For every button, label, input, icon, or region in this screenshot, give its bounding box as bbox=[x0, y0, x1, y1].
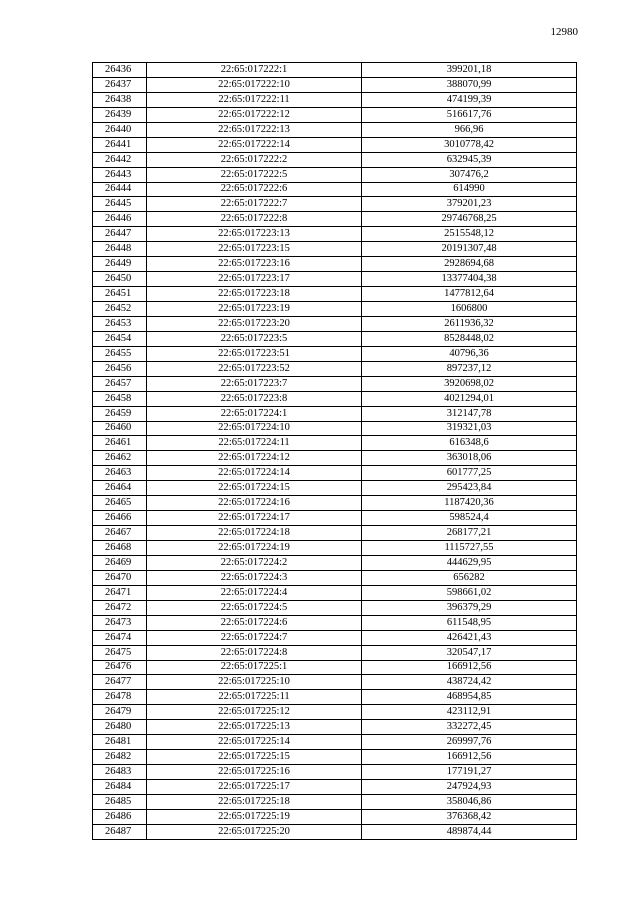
cadastral-number-cell: 22:65:017222:14 bbox=[147, 137, 362, 152]
cadastral-value-cell: 489874,44 bbox=[362, 824, 577, 839]
cadastral-number-cell: 22:65:017222:11 bbox=[147, 92, 362, 107]
table-row bbox=[93, 511, 577, 526]
row-number-cell: 26464 bbox=[93, 481, 147, 496]
cadastral-value-cell: 598524,4 bbox=[362, 511, 577, 526]
table-row bbox=[93, 809, 577, 824]
table-row bbox=[93, 331, 577, 346]
table-row bbox=[93, 272, 577, 287]
cadastral-number-cell: 22:65:017225:1 bbox=[147, 660, 362, 675]
row-number-cell: 26446 bbox=[93, 212, 147, 227]
row-number-cell: 26468 bbox=[93, 541, 147, 556]
cadastral-value-cell: 295423,84 bbox=[362, 481, 577, 496]
row-number-cell: 26484 bbox=[93, 780, 147, 795]
row-number-cell: 26479 bbox=[93, 705, 147, 720]
cadastral-value-cell: 247924,93 bbox=[362, 780, 577, 795]
cadastral-value-cell: 379201,23 bbox=[362, 197, 577, 212]
cadastral-value-cell: 897237,12 bbox=[362, 361, 577, 376]
cadastral-number-cell: 22:65:017224:7 bbox=[147, 630, 362, 645]
cadastral-value-cell: 632945,39 bbox=[362, 152, 577, 167]
cadastral-number-cell: 22:65:017224:8 bbox=[147, 645, 362, 660]
row-number-cell: 26486 bbox=[93, 809, 147, 824]
page-number: 12980 bbox=[550, 26, 578, 38]
row-number-cell: 26452 bbox=[93, 302, 147, 317]
cadastral-number-cell: 22:65:017225:13 bbox=[147, 720, 362, 735]
cadastral-value-cell: 396379,29 bbox=[362, 600, 577, 615]
cadastral-value-cell: 177191,27 bbox=[362, 765, 577, 780]
cadastral-value-cell: 423112,91 bbox=[362, 705, 577, 720]
row-number-cell: 26440 bbox=[93, 122, 147, 137]
cadastral-value-cell: 1187420,36 bbox=[362, 496, 577, 511]
table-row bbox=[93, 481, 577, 496]
row-number-cell: 26454 bbox=[93, 331, 147, 346]
row-number-cell: 26437 bbox=[93, 77, 147, 92]
cadastral-number-cell: 22:65:017222:12 bbox=[147, 107, 362, 122]
cadastral-value-cell: 598661,02 bbox=[362, 585, 577, 600]
cadastral-number-cell: 22:65:017223:19 bbox=[147, 302, 362, 317]
row-number-cell: 26442 bbox=[93, 152, 147, 167]
row-number-cell: 26473 bbox=[93, 615, 147, 630]
row-number-cell: 26438 bbox=[93, 92, 147, 107]
row-number-cell: 26483 bbox=[93, 765, 147, 780]
table-row bbox=[93, 555, 577, 570]
cadastral-value-cell: 1115727,55 bbox=[362, 541, 577, 556]
cadastral-value-cell: 1477812,64 bbox=[362, 287, 577, 302]
row-number-cell: 26467 bbox=[93, 526, 147, 541]
table-row bbox=[93, 824, 577, 839]
cadastral-number-cell: 22:65:017225:11 bbox=[147, 690, 362, 705]
table-row bbox=[93, 630, 577, 645]
table-row bbox=[93, 257, 577, 272]
row-number-cell: 26455 bbox=[93, 346, 147, 361]
cadastral-value-cell: 332272,45 bbox=[362, 720, 577, 735]
cadastral-value-cell: 363018,06 bbox=[362, 451, 577, 466]
cadastral-number-cell: 22:65:017223:17 bbox=[147, 272, 362, 287]
row-number-cell: 26474 bbox=[93, 630, 147, 645]
cadastral-number-cell: 22:65:017225:18 bbox=[147, 794, 362, 809]
row-number-cell: 26448 bbox=[93, 242, 147, 257]
table-row bbox=[93, 765, 577, 780]
cadastral-number-cell: 22:65:017222:13 bbox=[147, 122, 362, 137]
row-number-cell: 26445 bbox=[93, 197, 147, 212]
table-row bbox=[93, 92, 577, 107]
row-number-cell: 26462 bbox=[93, 451, 147, 466]
row-number-cell: 26482 bbox=[93, 750, 147, 765]
table-row bbox=[93, 197, 577, 212]
cadastral-value-cell: 307476,2 bbox=[362, 167, 577, 182]
row-number-cell: 26472 bbox=[93, 600, 147, 615]
table-row bbox=[93, 167, 577, 182]
table-row bbox=[93, 421, 577, 436]
cadastral-value-cell: 611548,95 bbox=[362, 615, 577, 630]
cadastral-value-cell: 40796,36 bbox=[362, 346, 577, 361]
table-row bbox=[93, 526, 577, 541]
table-row bbox=[93, 346, 577, 361]
table-row bbox=[93, 316, 577, 331]
row-number-cell: 26469 bbox=[93, 555, 147, 570]
row-number-cell: 26451 bbox=[93, 287, 147, 302]
cadastral-number-cell: 22:65:017224:16 bbox=[147, 496, 362, 511]
cadastral-value-cell: 2928694,68 bbox=[362, 257, 577, 272]
table-row bbox=[93, 496, 577, 511]
row-number-cell: 26450 bbox=[93, 272, 147, 287]
table-row bbox=[93, 122, 577, 137]
row-number-cell: 26456 bbox=[93, 361, 147, 376]
row-number-cell: 26481 bbox=[93, 735, 147, 750]
row-number-cell: 26465 bbox=[93, 496, 147, 511]
cadastral-value-cell: 3010778,42 bbox=[362, 137, 577, 152]
table-row bbox=[93, 645, 577, 660]
row-number-cell: 26480 bbox=[93, 720, 147, 735]
cadastral-number-cell: 22:65:017224:6 bbox=[147, 615, 362, 630]
cadastral-value-cell: 3920698,02 bbox=[362, 376, 577, 391]
cadastral-number-cell: 22:65:017225:19 bbox=[147, 809, 362, 824]
cadastral-number-cell: 22:65:017223:8 bbox=[147, 391, 362, 406]
cadastral-value-cell: 269997,76 bbox=[362, 735, 577, 750]
row-number-cell: 26436 bbox=[93, 63, 147, 78]
cadastral-number-cell: 22:65:017224:17 bbox=[147, 511, 362, 526]
table-row bbox=[93, 735, 577, 750]
table-body bbox=[93, 63, 577, 840]
cadastral-value-cell: 29746768,25 bbox=[362, 212, 577, 227]
row-number-cell: 26466 bbox=[93, 511, 147, 526]
cadastral-value-cell: 601777,25 bbox=[362, 466, 577, 481]
cadastral-number-cell: 22:65:017222:6 bbox=[147, 182, 362, 197]
row-number-cell: 26487 bbox=[93, 824, 147, 839]
table-row bbox=[93, 585, 577, 600]
cadastral-value-cell: 426421,43 bbox=[362, 630, 577, 645]
row-number-cell: 26463 bbox=[93, 466, 147, 481]
row-number-cell: 26444 bbox=[93, 182, 147, 197]
table-row bbox=[93, 660, 577, 675]
cadastral-number-cell: 22:65:017225:12 bbox=[147, 705, 362, 720]
table-row bbox=[93, 77, 577, 92]
cadastral-value-cell: 319321,03 bbox=[362, 421, 577, 436]
cadastral-value-cell: 4021294,01 bbox=[362, 391, 577, 406]
cadastral-number-cell: 22:65:017223:18 bbox=[147, 287, 362, 302]
cadastral-number-cell: 22:65:017224:19 bbox=[147, 541, 362, 556]
cadastral-number-cell: 22:65:017222:8 bbox=[147, 212, 362, 227]
row-number-cell: 26441 bbox=[93, 137, 147, 152]
cadastral-number-cell: 22:65:017224:5 bbox=[147, 600, 362, 615]
cadastral-value-cell: 320547,17 bbox=[362, 645, 577, 660]
table-row bbox=[93, 451, 577, 466]
row-number-cell: 26485 bbox=[93, 794, 147, 809]
cadastral-value-cell: 312147,78 bbox=[362, 406, 577, 421]
row-number-cell: 26476 bbox=[93, 660, 147, 675]
cadastral-number-cell: 22:65:017222:1 bbox=[147, 63, 362, 78]
row-number-cell: 26453 bbox=[93, 316, 147, 331]
cadastral-number-cell: 22:65:017225:17 bbox=[147, 780, 362, 795]
cadastral-value-cell: 468954,85 bbox=[362, 690, 577, 705]
row-number-cell: 26459 bbox=[93, 406, 147, 421]
row-number-cell: 26443 bbox=[93, 167, 147, 182]
table-row bbox=[93, 182, 577, 197]
cadastral-number-cell: 22:65:017224:2 bbox=[147, 555, 362, 570]
table-row bbox=[93, 750, 577, 765]
cadastral-value-cell: 438724,42 bbox=[362, 675, 577, 690]
table-row bbox=[93, 675, 577, 690]
table-row bbox=[93, 376, 577, 391]
cadastral-number-cell: 22:65:017223:15 bbox=[147, 242, 362, 257]
table-row bbox=[93, 570, 577, 585]
row-number-cell: 26470 bbox=[93, 570, 147, 585]
table-row bbox=[93, 152, 577, 167]
table-row bbox=[93, 600, 577, 615]
cadastral-value-cell: 2515548,12 bbox=[362, 227, 577, 242]
row-number-cell: 26471 bbox=[93, 585, 147, 600]
cadastral-value-cell: 13377404,38 bbox=[362, 272, 577, 287]
row-number-cell: 26478 bbox=[93, 690, 147, 705]
cadastral-number-cell: 22:65:017224:12 bbox=[147, 451, 362, 466]
cadastral-value-cell: 166912,56 bbox=[362, 750, 577, 765]
cadastral-value-cell: 474199,39 bbox=[362, 92, 577, 107]
cadastral-number-cell: 22:65:017223:20 bbox=[147, 316, 362, 331]
cadastral-number-cell: 22:65:017222:7 bbox=[147, 197, 362, 212]
row-number-cell: 26457 bbox=[93, 376, 147, 391]
cadastral-value-cell: 616348,6 bbox=[362, 436, 577, 451]
cadastral-number-cell: 22:65:017223:51 bbox=[147, 346, 362, 361]
cadastral-number-cell: 22:65:017224:3 bbox=[147, 570, 362, 585]
table-row bbox=[93, 720, 577, 735]
cadastral-number-cell: 22:65:017224:1 bbox=[147, 406, 362, 421]
cadastral-value-cell: 516617,76 bbox=[362, 107, 577, 122]
cadastral-value-cell: 20191307,48 bbox=[362, 242, 577, 257]
cadastral-value-cell: 2611936,32 bbox=[362, 316, 577, 331]
cadastral-number-cell: 22:65:017222:5 bbox=[147, 167, 362, 182]
table-row bbox=[93, 705, 577, 720]
table-row bbox=[93, 302, 577, 317]
cadastral-number-cell: 22:65:017223:7 bbox=[147, 376, 362, 391]
row-number-cell: 26460 bbox=[93, 421, 147, 436]
cadastral-value-cell: 1606800 bbox=[362, 302, 577, 317]
row-number-cell: 26461 bbox=[93, 436, 147, 451]
cadastral-number-cell: 22:65:017223:5 bbox=[147, 331, 362, 346]
cadastral-number-cell: 22:65:017225:16 bbox=[147, 765, 362, 780]
cadastral-number-cell: 22:65:017224:4 bbox=[147, 585, 362, 600]
cadastral-value-cell: 966,96 bbox=[362, 122, 577, 137]
cadastral-number-cell: 22:65:017223:52 bbox=[147, 361, 362, 376]
row-number-cell: 26449 bbox=[93, 257, 147, 272]
cadastral-number-cell: 22:65:017224:11 bbox=[147, 436, 362, 451]
cadastral-value-cell: 166912,56 bbox=[362, 660, 577, 675]
cadastral-number-cell: 22:65:017223:16 bbox=[147, 257, 362, 272]
table-row bbox=[93, 391, 577, 406]
table-row bbox=[93, 406, 577, 421]
row-number-cell: 26475 bbox=[93, 645, 147, 660]
table-row bbox=[93, 615, 577, 630]
row-number-cell: 26447 bbox=[93, 227, 147, 242]
table-row bbox=[93, 361, 577, 376]
cadastral-value-cell: 444629,95 bbox=[362, 555, 577, 570]
table-row bbox=[93, 227, 577, 242]
cadastral-number-cell: 22:65:017224:14 bbox=[147, 466, 362, 481]
table-row bbox=[93, 212, 577, 227]
cadastral-number-cell: 22:65:017225:15 bbox=[147, 750, 362, 765]
table-row bbox=[93, 690, 577, 705]
table-row bbox=[93, 137, 577, 152]
cadastral-number-cell: 22:65:017225:20 bbox=[147, 824, 362, 839]
table-row bbox=[93, 780, 577, 795]
cadastral-value-table bbox=[92, 62, 577, 840]
cadastral-number-cell: 22:65:017225:14 bbox=[147, 735, 362, 750]
cadastral-number-cell: 22:65:017222:2 bbox=[147, 152, 362, 167]
table-row bbox=[93, 242, 577, 257]
cadastral-value-cell: 388070,99 bbox=[362, 77, 577, 92]
table-row bbox=[93, 436, 577, 451]
cadastral-number-cell: 22:65:017223:13 bbox=[147, 227, 362, 242]
cadastral-number-cell: 22:65:017224:10 bbox=[147, 421, 362, 436]
row-number-cell: 26458 bbox=[93, 391, 147, 406]
cadastral-value-cell: 376368,42 bbox=[362, 809, 577, 824]
row-number-cell: 26439 bbox=[93, 107, 147, 122]
cadastral-number-cell: 22:65:017222:10 bbox=[147, 77, 362, 92]
cadastral-value-cell: 358046,86 bbox=[362, 794, 577, 809]
table-row bbox=[93, 287, 577, 302]
cadastral-number-cell: 22:65:017225:10 bbox=[147, 675, 362, 690]
cadastral-value-cell: 656282 bbox=[362, 570, 577, 585]
row-number-cell: 26477 bbox=[93, 675, 147, 690]
cadastral-number-cell: 22:65:017224:15 bbox=[147, 481, 362, 496]
cadastral-value-cell: 8528448,02 bbox=[362, 331, 577, 346]
cadastral-value-cell: 614990 bbox=[362, 182, 577, 197]
table-row bbox=[93, 794, 577, 809]
cadastral-value-cell: 268177,21 bbox=[362, 526, 577, 541]
cadastral-number-cell: 22:65:017224:18 bbox=[147, 526, 362, 541]
table-row bbox=[93, 107, 577, 122]
cadastral-value-cell: 399201,18 bbox=[362, 63, 577, 78]
table-row bbox=[93, 466, 577, 481]
table-row bbox=[93, 63, 577, 78]
table-row bbox=[93, 541, 577, 556]
